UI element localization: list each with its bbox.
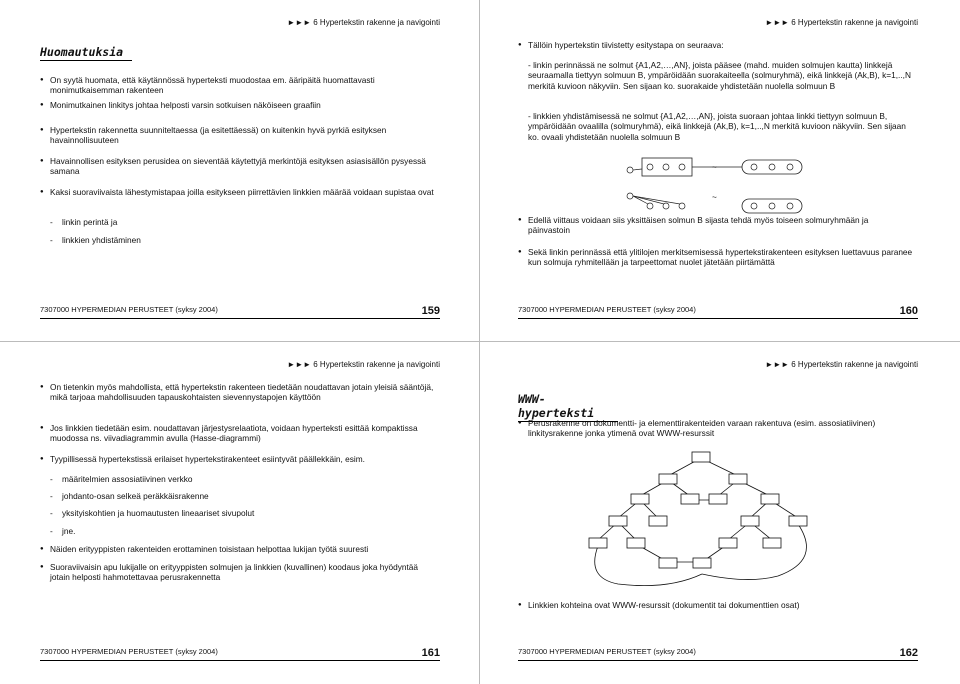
page-number: 161 — [421, 647, 440, 659]
bullet-item: ● Sekä linkin perinnässä että ylitilojen merkitsemisessä hypertekstirakenteen esityksen luettavuus paranee kun solmuja ryhmitellään ja tarpeettomat nuolet jätetään piirtämättä — [518, 247, 913, 268]
bullet-item: ● On syytä huomata, että käytännössä hyperteksti muodostaa em. ääripäitä huomattavasti monimutkaisemman rakenteen — [40, 75, 390, 96]
bullet-item: ● Jos linkkien tiedetään esim. noudattavan järjestysrelaatiota, voidaan hyperteksti esittää kompaktissa muodossa ns. viivadiagrammin avulla (Hasse-diagrammi) — [40, 423, 435, 444]
footer-course: 7307000 HYPERMEDIAN PERUSTEET (syksy 2004) — [518, 305, 696, 314]
slide-header: ►►► 6 Hypertekstin rakenne ja navigointi — [287, 360, 440, 369]
vertical-divider — [479, 0, 480, 684]
slide-162 — [518, 360, 918, 680]
slide-header: ►►► 6 Hypertekstin rakenne ja navigointi — [765, 360, 918, 369]
bullet-item: ● Monimutkainen linkitys johtaa helposti varsin sotkuisen näköiseen graafiin — [40, 100, 440, 110]
bullet-item: ● Linkkien kohteina ovat WWW-resurssit (dokumentit tai dokumenttien osat) — [518, 600, 913, 610]
horizontal-divider — [0, 341, 960, 342]
dash-item: - johdanto-osan selkeä peräkkäisrakenne — [50, 491, 209, 501]
tilde-symbol: ~ — [712, 192, 717, 202]
bullet-item: ● Näiden erityyppisten rakenteiden erottaminen toisistaan helpottaa lukijan työtä suuresti — [40, 544, 450, 554]
footer-rule — [518, 660, 918, 661]
dash-paragraph: - linkkien yhdistämisessä ne solmut {A1,A2,…,AN}, joista suoraan johtaa linkki tiettyyn solmuun B, ympäröidään ovaalilla (solmuryhmä), eikä linkkejä (Ak,B), k=1,..,N merkitä kuvioon näkyviin. Sen sijaan ko. ovaali yhdistetään nuolella solmuun B — [528, 111, 906, 142]
dash-item: - jne. — [50, 526, 75, 536]
footer-rule — [40, 660, 440, 661]
page-number: 162 — [899, 647, 918, 659]
bullet-item: ● Tällöin hypertekstin tiivistetty esitystapa on seuraava: — [518, 40, 908, 50]
dash-item: - linkkien yhdistäminen — [50, 235, 141, 245]
bullet-item: ● Perusrakenne on dokumentti- ja elementtirakenteiden varaan rakentuva (esim. assosiatiivinen) linkitysrakenne jonka ytimenä ovat WWW-resurssit — [518, 418, 913, 439]
bullet-item: ● Kaksi suoraviivaista lähestymistapaa joilla esitykseen piirrettävien linkkien määrää voidaan supistaa ovat — [40, 187, 435, 197]
bullet-item: ● Tyypillisessä hypertekstissä erilaiset hypertekstirakenteet esiintyvät päällekkäin, esim. — [40, 454, 450, 464]
bullet-item: ● Edellä viittaus voidaan siis yksittäisen solmun B sijasta tehdä myös toiseen solmuryhmään ja päinvastoin — [518, 215, 908, 236]
footer-course: 7307000 HYPERMEDIAN PERUSTEET (syksy 2004) — [518, 647, 696, 656]
bullet-item: ● On tietenkin myös mahdollista, että hypertekstin rakenteen tiedetään noudattavan jotain yleisiä sääntöjä, mikä tarjoaa mahdollisuuden tapauskohtaisten sievennystapojen käyttöön — [40, 382, 435, 403]
page-number: 159 — [421, 305, 440, 317]
slide-159 — [40, 18, 440, 338]
slide-160 — [518, 18, 918, 338]
slide-title: Huomautuksia — [40, 45, 132, 61]
footer-rule — [40, 318, 440, 319]
dash-item: - yksityiskohtien ja huomautusten lineaariset sivupolut — [50, 508, 254, 518]
dash-item: - määritelmien assosiatiivinen verkko — [50, 474, 193, 484]
footer-course: 7307000 HYPERMEDIAN PERUSTEET (syksy 2004) — [40, 647, 218, 656]
bullet-item: ● Havainnollisen esityksen perusidea on sieventää käytettyjä merkintöjä esityksen asiasisällön pysyessä samana — [40, 156, 430, 177]
tilde-symbol: ~ — [712, 162, 717, 172]
dash-item: - linkin perintä ja — [50, 217, 117, 227]
slide-title: WWW-hyperteksti — [518, 392, 618, 422]
slide-header: ►►► 6 Hypertekstin rakenne ja navigointi — [765, 18, 918, 27]
footer-course: 7307000 HYPERMEDIAN PERUSTEET (syksy 2004) — [40, 305, 218, 314]
footer-rule — [518, 318, 918, 319]
bullet-item: ● Suoraviivaisin apu lukijalle on erityyppisten solmujen ja linkkien (kuvallinen) koodaus joka hyödyntää jotain helposti hahmotettavaa perusrakennetta — [40, 562, 435, 583]
page-number: 160 — [899, 305, 918, 317]
bullet-item: ● Hypertekstin rakennetta suunniteltaessa (ja esitettäessä) on kuitenkin hyvä pyrkiä esityksen havainnollisuuteen — [40, 125, 430, 146]
web-structure-figure — [578, 450, 828, 590]
slide-header: ►►► 6 Hypertekstin rakenne ja navigointi — [287, 18, 440, 27]
node-group-figure — [618, 156, 818, 216]
slide-161 — [40, 360, 440, 680]
dash-paragraph: - linkin perinnässä ne solmut {A1,A2,…,AN}, joista pääsee (mahd. muiden solmujen kautta) linkkejä seuraamalla tiettyyn solmuun B, ympäröidään suorakaiteella (solmuryhmä), eikä linkkejä (Ak,B), k=1,..,N merkitä kuvioon näkyviin. Sen sijaan ko. suorakaide yhdistetään nuolella solmuun B — [528, 60, 911, 91]
